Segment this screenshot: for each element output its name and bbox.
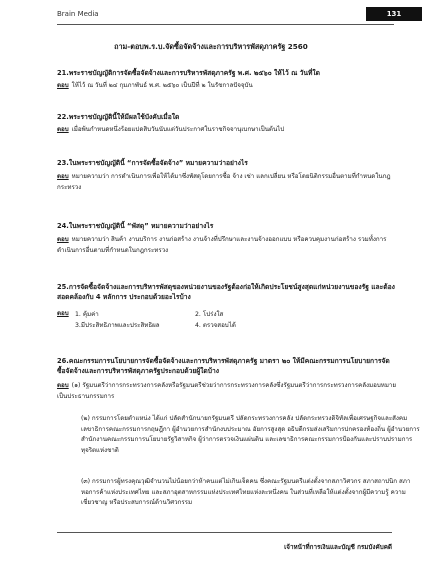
question-25: 25.การจัดซื้อจัดจ้างและการบริหารพัสดุของหน่วยงานของรัฐต้องก่อให้เกิดประโยชน์สูงสุดแก่หน่วยงานของรัฐ และต้องสอดคล้องกับ 4 หลักการ ประกอบด้วยอะไรบ้าง bbox=[57, 283, 395, 301]
answer-24 bbox=[57, 235, 402, 256]
footer-text: เจ้าหน้าที่การเงินและบัญชี กรมบังคับคดี bbox=[284, 544, 392, 551]
q26-item-1-text: (๑) รัฐมนตรีว่าการกระทรวงการคลังหรือรัฐมนตรีช่วยว่าการกระทรวงการคลังซึ่งรัฐมนตรีว่าการกระทรวงการคลังมอบหมาย เป็นประธานกรรมการ bbox=[57, 382, 397, 400]
answer-21 bbox=[57, 81, 402, 92]
answer-22 bbox=[57, 125, 402, 136]
q26-item-1 bbox=[57, 381, 402, 402]
answer-label: ตอบ bbox=[57, 82, 69, 89]
question-24: 24.ในพระราชบัญญัตินี้ “พัสดุ” หมายความว่าอย่างไร bbox=[57, 222, 214, 230]
page-title: ถาม-ตอบพ.ร.บ.จัดซื้อจัดจ้างและการบริหารพัสดุภาครัฐ 2560 bbox=[114, 42, 308, 51]
principle-3: 3.มีประสิทธิภาพและประสิทธิผล bbox=[75, 322, 160, 329]
footer-divider bbox=[57, 532, 392, 533]
question-21: 21.พระราชบัญญัติการจัดซื้อจัดจ้างและการบริหารพัสดุภาครัฐ พ.ศ. ๒๕๖๐ ให้ไว้ ณ วันที่ใด bbox=[57, 69, 320, 77]
publisher-label: Brain Media bbox=[57, 10, 99, 18]
question-26: 26.คณะกรรมการนโยบายการจัดซื้อจัดจ้างและการบริหารพัสดุภาครัฐ มาตรา ๒๐ ให้มีคณะกรรมการนโยบายการจัดซื้อจัดจ้างและการบริหารพัสดุภาครัฐประกอบด้วยผู้ใดบ้าง bbox=[57, 357, 390, 375]
principle-4: 4. ตรวจสอบได้ bbox=[195, 322, 236, 329]
answer-label: ตอบ bbox=[57, 382, 69, 389]
header-divider bbox=[57, 24, 394, 25]
principle-1: 1. คุ้มค่า bbox=[75, 311, 99, 318]
answer-25-label bbox=[57, 309, 77, 320]
answer-text: เมื่อพ้นกำหนดหนึ่งร้อยแปดสิบวันนับแต่วันประกาศในราชกิจจานุเบกษาเป็นต้นไป bbox=[71, 126, 285, 133]
answer-text: หมายความว่า สินค้า งานบริการ งานก่อสร้าง งานจ้างที่ปรึกษาและงานจ้างออกแบบ หรือควบคุมงานก่อสร้าง รวมทั้งการดำเนินการอื่นตามที่กำหนดในกฎกระทรวง bbox=[57, 236, 387, 254]
answer-label: ตอบ bbox=[57, 173, 69, 180]
answer-text: ให้ไว้ ณ วันที่ ๒๔ กุมภาพันธ์ พ.ศ. ๒๕๖๐ เป็นปีที่ ๒ ในรัชกาลปัจจุบัน bbox=[71, 82, 253, 89]
question-22: 22.พระราชบัญญัตินี้ให้มีผลใช้บังคับเมื่อใด bbox=[57, 113, 180, 121]
answer-text: หมายความว่า การดำเนินการเพื่อให้ได้มาซึ่งพัสดุโดยการซื้อ จ้าง เช่า แลกเปลี่ยน หรือโดยนิติกรรมอื่นตามที่กำหนดในกฎกระทรวง bbox=[57, 173, 391, 191]
answer-label: ตอบ bbox=[57, 126, 69, 133]
q26-item-3: (๓) กรรมการผู้ทรงคุณวุฒิจำนวนไม่น้อยกว่าห้าคนแต่ไม่เกินเจ็ดคน ซึ่งคณะรัฐมนตรีแต่งตั้งจากสภาวิศวกร สภาสถาปนิก สภาหอการค้าแห่งประเทศไทย และสภาอุตสาหกรรมแห่งประเทศไทยแห่งละหนึ่งคน ในส่วนที่เหลือให้แต่งตั้งจากผู้มีความรู้ ความเชี่ยวชาญ หรือประสบการณ์ด้านวิศวกรรม bbox=[81, 478, 411, 507]
question-23: 23.ในพระราชบัญญัตินี้ “การจัดซื้อจัดจ้าง” หมายความว่าอย่างไร bbox=[57, 159, 248, 167]
answer-label: ตอบ bbox=[57, 310, 69, 317]
principles-list bbox=[75, 309, 375, 331]
q26-item-2: (๒) กรรมการโดยตำแหน่ง ได้แก่ ปลัดสำนักนายกรัฐมนตรี ปลัดกระทรวงการคลัง ปลัดกระทรวงดิจิทัลเพื่อเศรษฐกิจและสังคม เลขาธิการคณะกรรมการกฤษฎีกา ผู้อำนวยการสำนักงบประมาณ อัยการสูงสุด อธิบดีกรมส่งเสริมการปกครองท้องถิ่น ผู้อำนวยการสำนักงานคณะกรรมการนโยบายรัฐวิสาหกิจ ผู้ว่าการตรวจเงินแผ่นดิน และเลขาธิการคณะกรรมการป้องกันและปราบปรามการทุจริตแห่งชาติ bbox=[81, 415, 420, 454]
answer-23 bbox=[57, 172, 402, 193]
page-number-badge: 131 bbox=[366, 7, 422, 21]
answer-label: ตอบ bbox=[57, 236, 69, 243]
principle-2: 2. โปร่งใส bbox=[195, 311, 224, 318]
